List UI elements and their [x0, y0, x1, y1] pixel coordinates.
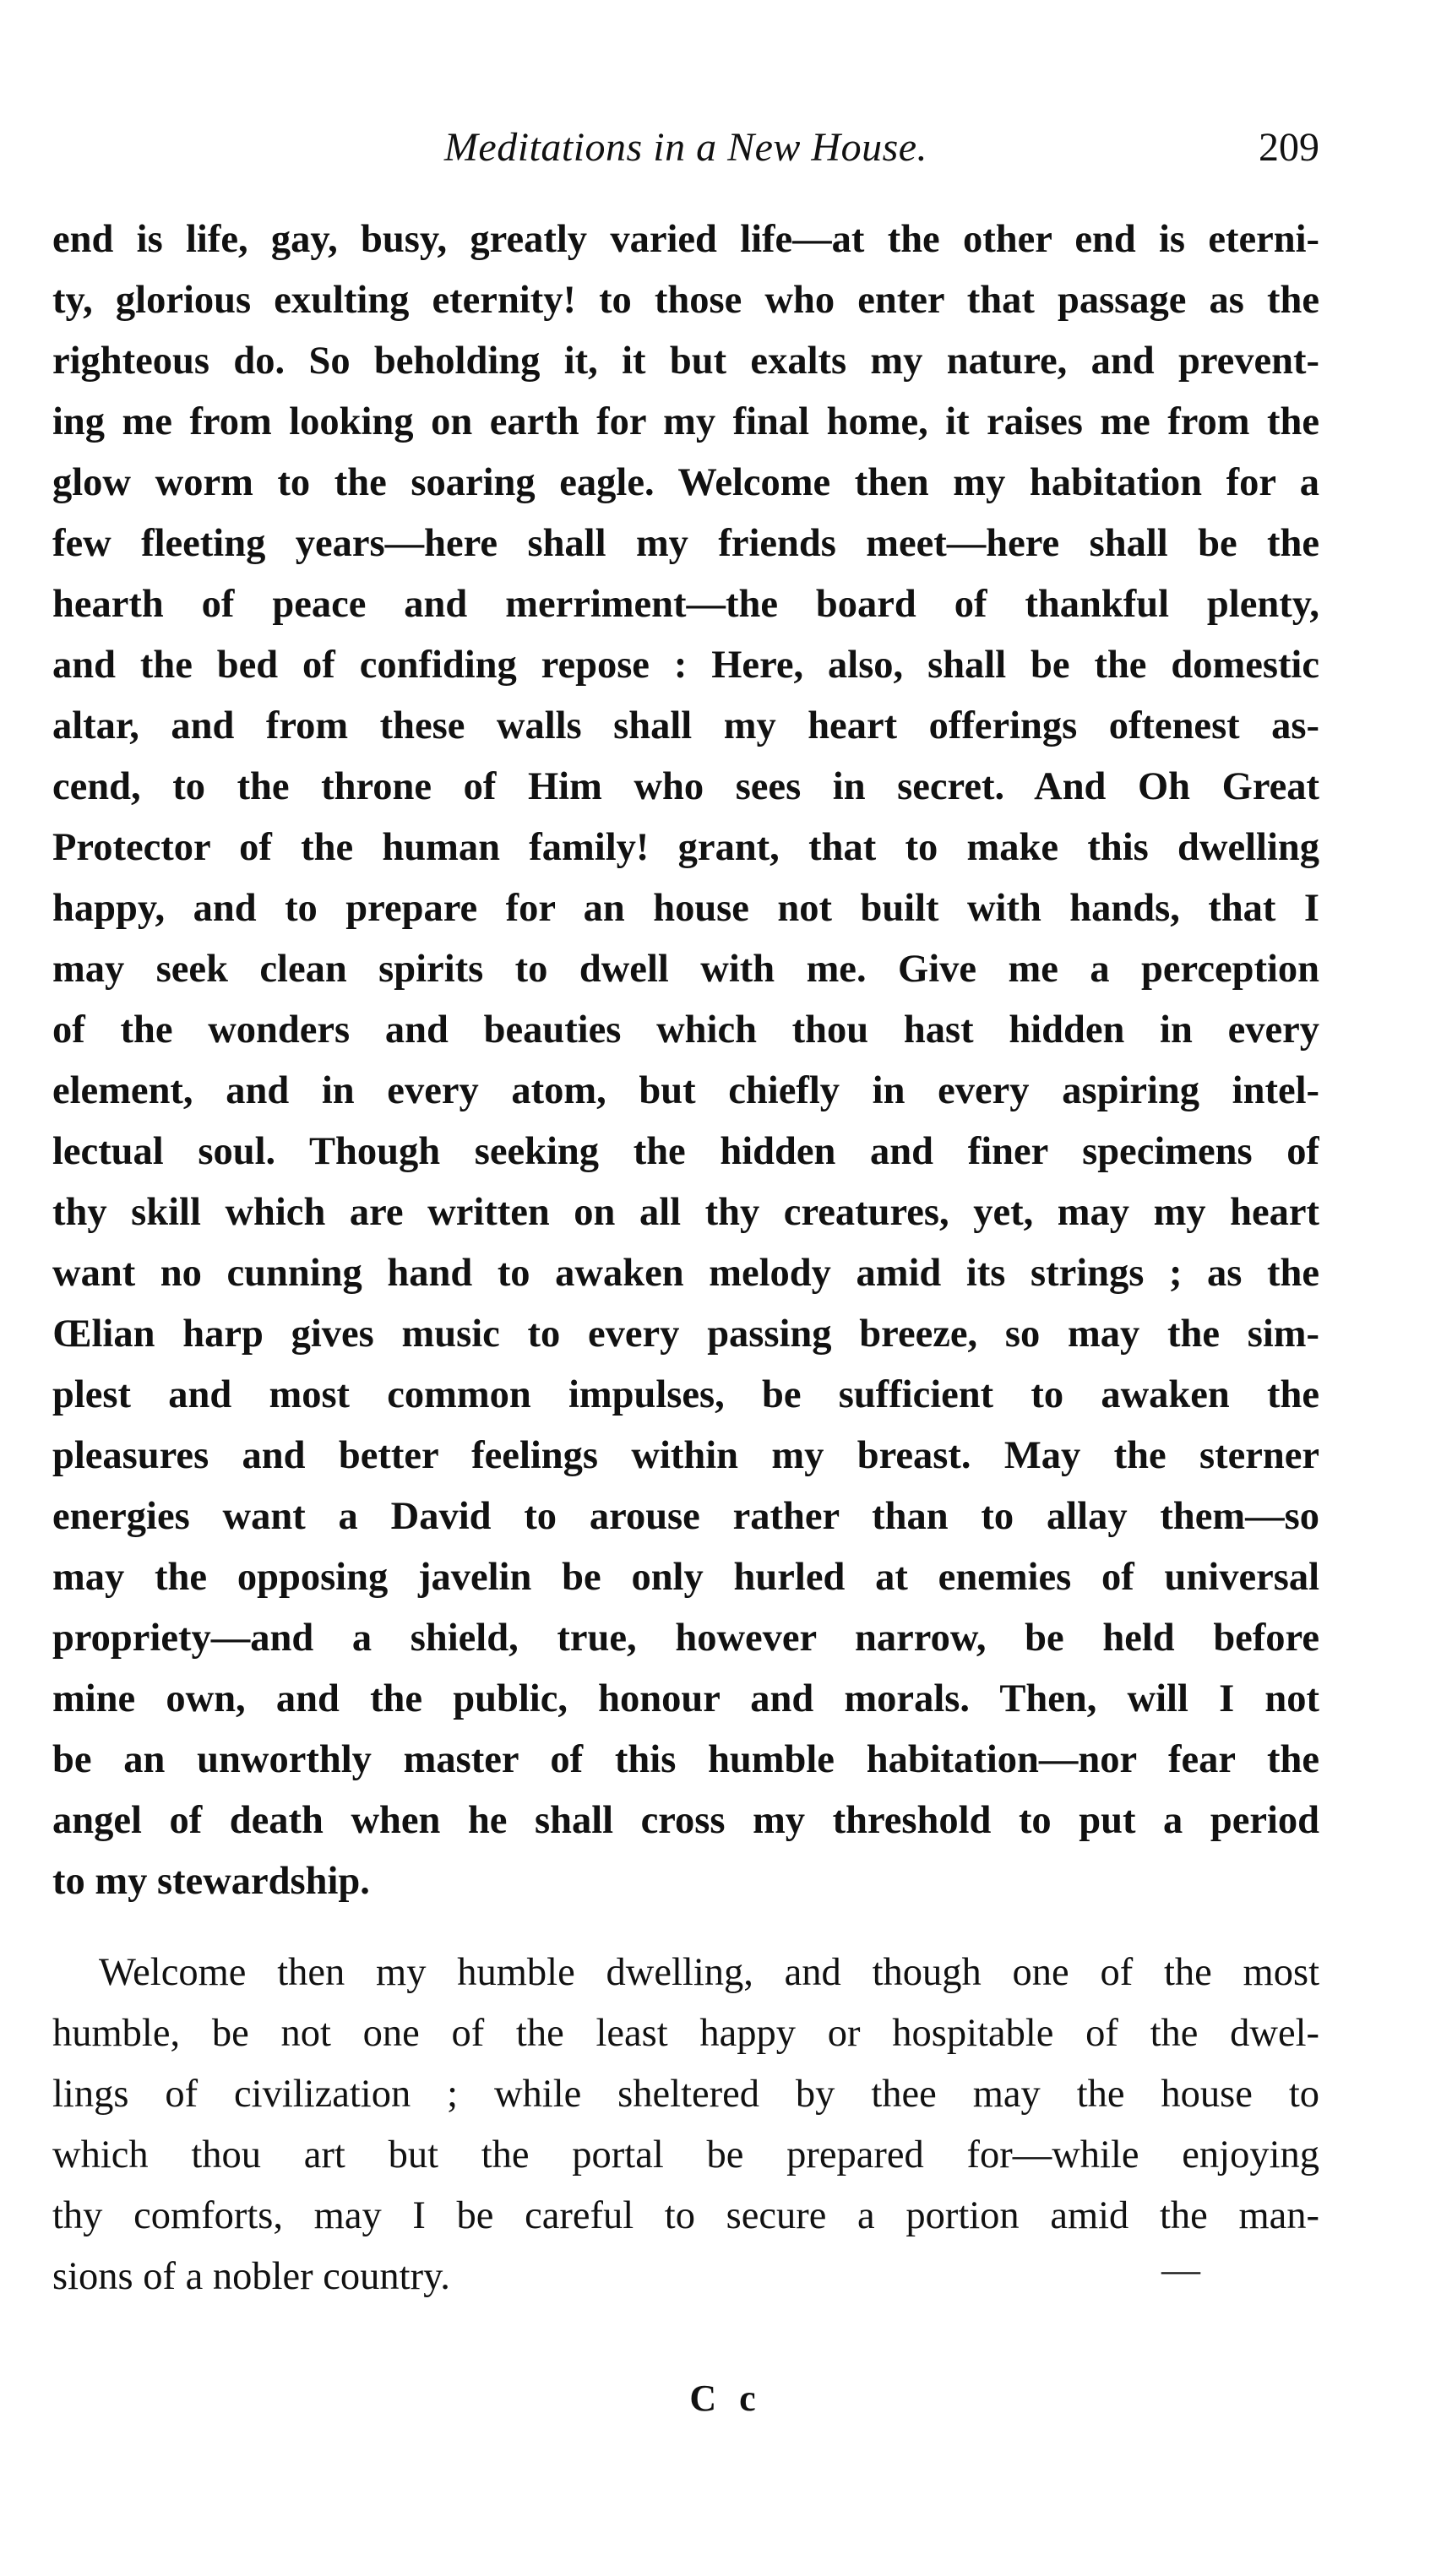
text-line: Protector of the human family! grant, that to make this dwelling — [52, 826, 1319, 869]
text-line: mine own, and the public, honour and morals. Then, will I not — [52, 1677, 1319, 1720]
text-line: lings of civilization ; while sheltered by thee may the house to — [52, 2073, 1319, 2116]
body-text — [52, 209, 1319, 2307]
text-line: thy skill which are written on all thy creatures, yet, may my heart — [52, 1191, 1319, 1234]
text-line: angel of death when he shall cross my threshold to put a period — [52, 1799, 1319, 1842]
running-head — [52, 118, 1319, 177]
text-line: righteous do. So beholding it, it but exalts my nature, and prevent- — [52, 340, 1319, 383]
paragraph-2 — [52, 1943, 1319, 2307]
text-line: may seek clean spirits to dwell with me. Give me a perception — [52, 948, 1319, 991]
end-dash: — — [1161, 2247, 1200, 2291]
text-line: of the wonders and beauties which thou hast hidden in every — [52, 1008, 1319, 1052]
text-line: want no cunning hand to awaken melody amid its strings ; as the — [52, 1252, 1319, 1295]
text-line: altar, and from these walls shall my heart offerings oftenest as- — [52, 704, 1319, 747]
paragraph-1 — [52, 209, 1319, 1912]
text-line: sions of a nobler country. — [52, 2255, 450, 2298]
text-line: lectual soul. Though seeking the hidden and finer specimens of — [52, 1130, 1319, 1173]
text-line: ty, glorious exulting eternity! to those who enter that passage as the — [52, 279, 1319, 322]
text-line: end is life, gay, busy, greatly varied life—at the other end is eterni- — [52, 218, 1319, 261]
text-line: Œlian harp gives music to every passing breeze, so may the sim- — [52, 1312, 1319, 1356]
text-line: and the bed of confiding repose : Here, also, shall be the domestic — [52, 644, 1319, 687]
text-line: hearth of peace and merriment—the board of thankful plenty, — [52, 583, 1319, 626]
text-line: thy comforts, may I be careful to secure a portion amid the man- — [52, 2194, 1319, 2237]
text-line: to my stewardship. — [52, 1860, 370, 1903]
text-line: Welcome then my humble dwelling, and though one of the most — [99, 1951, 1319, 1994]
text-line: which thou art but the portal be prepared for—while enjoying — [52, 2133, 1319, 2177]
text-line: may the opposing javelin be only hurled at enemies of universal — [52, 1556, 1319, 1599]
text-line: happy, and to prepare for an house not built with hands, that I — [52, 887, 1319, 930]
text-line: plest and most common impulses, be sufficient to awaken the — [52, 1373, 1319, 1416]
text-line: glow worm to the soaring eagle. Welcome then my habitation for a — [52, 461, 1319, 504]
text-line: be an unworthly master of this humble habitation—nor fear the — [52, 1738, 1319, 1781]
signature-mark: C c — [689, 2378, 763, 2419]
running-title: Meditations in a New House. — [443, 125, 928, 170]
text-line: pleasures and better feelings within my breast. May the sterner — [52, 1434, 1319, 1477]
text-line: energies want a David to arouse rather than to allay them—so — [52, 1495, 1319, 1538]
text-line: humble, be not one of the least happy or hospitable of the dwel- — [52, 2012, 1319, 2055]
text-line: ing me from looking on earth for my final home, it raises me from the — [52, 400, 1319, 443]
text-line: cend, to the throne of Him who sees in secret. And Oh Great — [52, 765, 1319, 808]
page-number: 209 — [1259, 125, 1319, 170]
text-line: element, and in every atom, but chiefly in every aspiring intel- — [52, 1069, 1319, 1112]
text-line: propriety—and a shield, true, however narrow, be held before — [52, 1617, 1319, 1660]
text-line: few fleeting years—here shall my friends meet—here shall be the — [52, 522, 1319, 565]
